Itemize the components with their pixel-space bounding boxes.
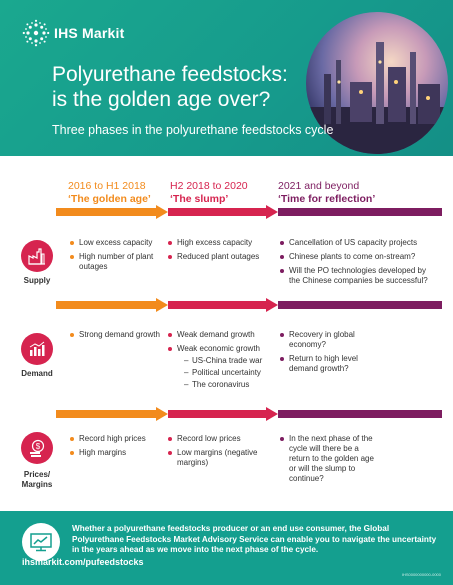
list-item: In the next phase of the cycle will there be a return to the golden age or will the slump to continue? bbox=[280, 434, 380, 484]
factory-icon bbox=[21, 240, 53, 272]
row-label-supply: Supply bbox=[23, 276, 51, 285]
phase-reflection bbox=[278, 180, 375, 206]
list-item: Record low prices bbox=[168, 434, 258, 444]
prices-slump-list bbox=[168, 434, 258, 472]
supply-reflection-list bbox=[280, 238, 430, 290]
document-code: IHS0000000000-0000 bbox=[401, 572, 441, 577]
list-item: High excess capacity bbox=[168, 238, 268, 248]
list-item: Weak demand growth bbox=[168, 330, 268, 340]
dollar-coins-icon bbox=[21, 432, 53, 464]
supply-slump-list bbox=[168, 238, 268, 266]
list-item: Reduced plant outages bbox=[168, 252, 268, 262]
list-item: Return to high level demand growth? bbox=[280, 354, 370, 374]
phase-period: 2016 to H1 2018 bbox=[68, 180, 146, 192]
phase-slump bbox=[170, 180, 248, 206]
list-item: Cancellation of US capacity projects bbox=[280, 238, 430, 248]
footer-banner bbox=[0, 511, 453, 585]
phase-arrow-row bbox=[56, 298, 442, 312]
list-item: High margins bbox=[70, 448, 162, 458]
list-item bbox=[168, 344, 268, 390]
list-item-text: Weak economic growth bbox=[177, 344, 260, 353]
title-line-1: Polyurethane feedstocks: bbox=[52, 63, 288, 86]
prices-golden-age-list bbox=[70, 434, 162, 462]
page-title bbox=[52, 62, 288, 112]
header-banner bbox=[0, 0, 453, 156]
list-item: Strong demand growth bbox=[70, 330, 162, 340]
prices-reflection-list bbox=[280, 434, 380, 488]
sub-list-item: – The coronavirus bbox=[186, 380, 268, 390]
list-item: Will the PO technologies developed by the Chinese companies be successful? bbox=[280, 266, 430, 286]
phase-period: H2 2018 to 2020 bbox=[170, 180, 248, 192]
demand-reflection-list bbox=[280, 330, 370, 378]
svg-text:$: $ bbox=[35, 442, 41, 451]
phase-arrow-row bbox=[56, 407, 442, 421]
phase-golden-age bbox=[68, 180, 151, 206]
phase-arrow-row bbox=[56, 205, 442, 219]
phase-name: ‘The slump’ bbox=[170, 193, 229, 205]
supply-golden-age-list bbox=[70, 238, 162, 276]
sub-list-item: – Political uncertainty bbox=[186, 368, 268, 378]
phase-name: ‘Time for reflection’ bbox=[278, 193, 376, 205]
row-label-prices-margins: Prices/ Margins bbox=[21, 470, 53, 489]
monitor-chart-glyph bbox=[29, 532, 53, 552]
dollar-coins-glyph bbox=[27, 438, 47, 458]
logo-text: IHS Markit bbox=[54, 25, 125, 41]
list-item: High number of plant outages bbox=[70, 252, 162, 272]
page-subtitle: Three phases in the polyurethane feedstocks cycle bbox=[52, 123, 334, 137]
list-item: Low excess capacity bbox=[70, 238, 162, 248]
phase-period: 2021 and beyond bbox=[278, 180, 360, 192]
bar-chart-icon bbox=[21, 333, 53, 365]
factory-glyph bbox=[27, 246, 47, 266]
demand-slump-list bbox=[168, 330, 268, 394]
bar-chart-glyph bbox=[27, 339, 47, 359]
list-item: Chinese plants to come on-stream? bbox=[280, 252, 430, 262]
footer-text: Whether a polyurethane feedstocks producer or an end use consumer, the Global Polyurethane Feedstocks Market Advisory Service can enable you to navigate the uncertainty in the years ahead as we move into the next phase of the cycle. bbox=[72, 524, 437, 554]
sub-list-item: – US-China trade war bbox=[186, 356, 268, 366]
row-label-demand: Demand bbox=[21, 369, 53, 378]
ihs-markit-logo[interactable] bbox=[22, 19, 124, 47]
monitor-chart-icon bbox=[22, 523, 60, 561]
list-item: Low margins (negative margins) bbox=[168, 448, 258, 468]
phase-name: ‘The golden age’ bbox=[68, 193, 151, 205]
starburst-logo-icon bbox=[22, 19, 50, 47]
demand-golden-age-list bbox=[70, 330, 162, 344]
sub-list bbox=[177, 356, 268, 390]
title-line-2: is the golden age over? bbox=[52, 88, 271, 111]
list-item: Record high prices bbox=[70, 434, 162, 444]
list-item: Recovery in global economy? bbox=[280, 330, 370, 350]
footer-link[interactable]: ihsmarkit.com/pufeedstocks bbox=[22, 557, 144, 567]
